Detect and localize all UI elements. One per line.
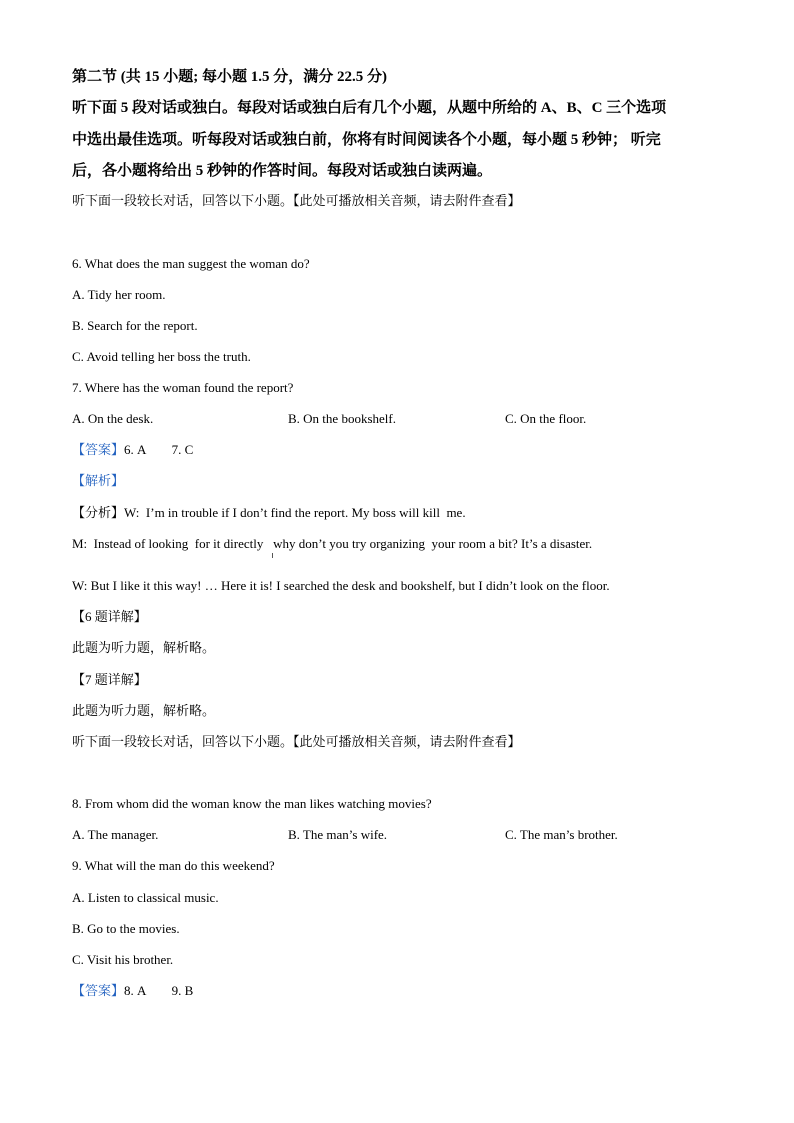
q7-option-b: B. On the bookshelf. xyxy=(288,411,396,426)
q9-option-b: B. Go to the movies. xyxy=(72,921,180,936)
q8-option-a: A. The manager. xyxy=(72,827,159,842)
detail-7-label: 【7 题详解】 xyxy=(72,672,147,687)
instruction-line-3: 后，各小题将给出 5 秒钟的作答时间。每段对话或独白读两遍。 xyxy=(72,163,493,179)
question-8: 8. From whom did the woman know the man likes watching movies? xyxy=(72,796,432,811)
question-7: 7. Where has the woman found the report? xyxy=(72,380,294,395)
fenxi-row xyxy=(72,506,466,519)
detail-6-text: 此题为听力题，解析略。 xyxy=(72,640,216,655)
fenxi-label: 【分析】 xyxy=(72,505,125,520)
q6-option-a: A. Tidy her room. xyxy=(72,287,166,302)
q8-option-b: B. The man’s wife. xyxy=(288,827,388,842)
dialogue2-intro: 听下面一段较长对话，回答以下小题。【此处可播放相关音频，请去附件查看】 xyxy=(72,734,521,749)
answer-text-2: 8. A 9. B xyxy=(124,983,194,998)
answer-row-2 xyxy=(72,984,193,997)
comma-mark xyxy=(272,553,273,558)
q7-option-c: C. On the floor. xyxy=(505,411,587,426)
q8-option-c: C. The man’s brother. xyxy=(505,827,618,842)
q9-option-c: C. Visit his brother. xyxy=(72,952,174,967)
transcript-w1: W: I’m in trouble if I don’t find the report. My boss will kill me. xyxy=(124,505,466,520)
answer-row-1 xyxy=(72,443,193,456)
answer-label-2: 【答案】 xyxy=(72,983,125,998)
q9-option-a: A. Listen to classical music. xyxy=(72,890,219,905)
section-heading: 第二节 (共 15 小题; 每小题 1.5 分，满分 22.5 分) xyxy=(72,69,387,85)
q6-option-b: B. Search for the report. xyxy=(72,318,198,333)
q6-option-c: C. Avoid telling her boss the truth. xyxy=(72,349,251,364)
transcript-w2: W: But I like it this way! … Here it is! I searched the desk and bookshelf, but I didn’t look on the floor. xyxy=(72,578,610,593)
transcript-m1: M: Instead of looking for it directly why don’t you try organizing your room a bit? It’s a disaster. xyxy=(72,536,593,551)
analysis-label: 【解析】 xyxy=(72,473,125,488)
q7-option-a: A. On the desk. xyxy=(72,411,154,426)
question-6: 6. What does the man suggest the woman do? xyxy=(72,256,310,271)
detail-6-label: 【6 题详解】 xyxy=(72,609,147,624)
detail-7-text: 此题为听力题，解析略。 xyxy=(72,703,216,718)
dialogue1-intro: 听下面一段较长对话，回答以下小题。【此处可播放相关音频，请去附件查看】 xyxy=(72,193,521,208)
answer-text: 6. A 7. C xyxy=(124,442,194,457)
instruction-line-2: 中选出最佳选项。听每段对话或独白前，你将有时间阅读各个小题，每小题 5 秒钟； 听完 xyxy=(72,132,661,148)
question-9: 9. What will the man do this weekend? xyxy=(72,858,275,873)
instruction-line-1: 听下面 5 段对话或独白。每段对话或独白后有几个小题，从题中所给的 A、B、C 三个选项 xyxy=(72,100,667,116)
answer-label: 【答案】 xyxy=(72,442,125,457)
